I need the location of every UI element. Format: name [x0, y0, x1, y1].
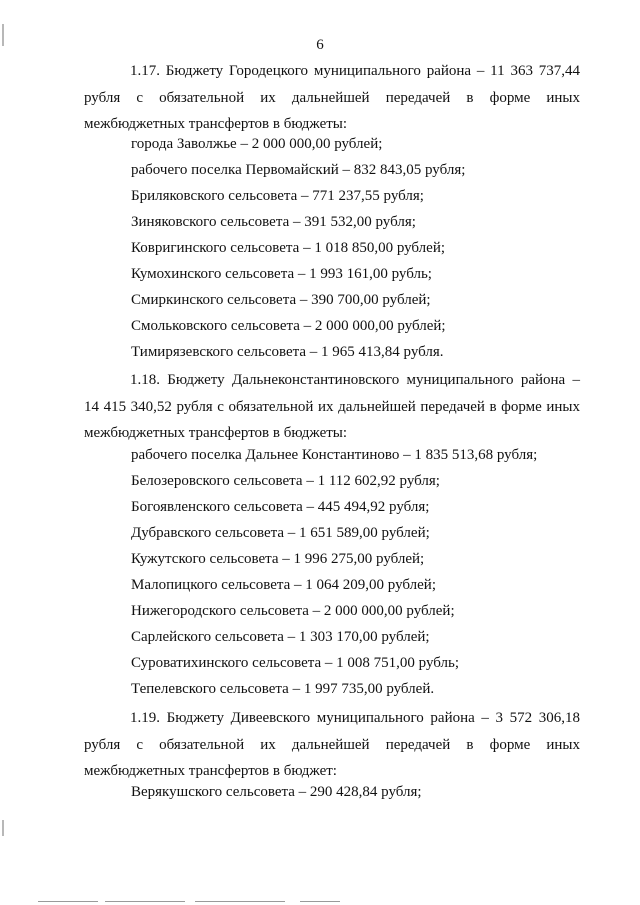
list-item: Белозеровского сельсовета – 1 112 602,92 рубля; [131, 473, 440, 489]
scan-dash [300, 901, 340, 902]
list-item: Верякушского сельсовета – 290 428,84 рубля; [131, 784, 422, 800]
list-item: Зиняковского сельсовета – 391 532,00 рубля; [131, 214, 416, 230]
list-item: Дубравского сельсовета – 1 651 589,00 рублей; [131, 525, 430, 541]
list-item: рабочего поселка Дальнее Константиново – 1 835 513,68 рубля; [131, 447, 538, 463]
list-item: Суроватихинского сельсовета – 1 008 751,00 рубль; [131, 655, 460, 671]
section-1-17-heading [84, 58, 580, 138]
list-item: Нижегородского сельсовета – 2 000 000,00 рублей; [131, 603, 455, 619]
list-item: Кумохинского сельсовета – 1 993 161,00 рубль; [131, 266, 432, 282]
scan-dash [195, 901, 285, 902]
list-item: Тепелевского сельсовета – 1 997 735,00 рублей. [131, 681, 435, 697]
scan-edge-mark [2, 24, 4, 46]
list-item: Малопицкого сельсовета – 1 064 209,00 рублей; [131, 577, 436, 593]
list-item: Ковригинского сельсовета – 1 018 850,00 рублей; [131, 240, 446, 256]
list-item: Бриляковского сельсовета – 771 237,55 рубля; [131, 188, 424, 204]
paragraph: 1.18. Бюджету Дальнеконстантиновского муниципального района – 14 415 340,52 рубля с обязательной их дальнейшей передачей в форме иных межбюджетных трансфертов в бюджеты: [84, 372, 580, 441]
list-item: Богоявленского сельсовета – 445 494,92 рубля; [131, 499, 430, 515]
list-item: Тимирязевского сельсовета – 1 965 413,84 рубля. [131, 344, 444, 360]
list-item: города Заволжье – 2 000 000,00 рублей; [131, 136, 383, 152]
scan-edge-mark [2, 820, 4, 836]
section-1-19-heading [84, 705, 580, 785]
scan-dash [105, 901, 185, 902]
page-number: 6 [316, 37, 324, 53]
section-1-18-heading [84, 367, 580, 447]
list-item: Смольковского сельсовета – 2 000 000,00 рублей; [131, 318, 446, 334]
paragraph: 1.19. Бюджету Дивеевского муниципального района – 3 572 306,18 рубля с обязательной их дальнейшей передачей в форме иных межбюджетных трансфертов в бюджет: [84, 710, 580, 779]
list-item: Кужутского сельсовета – 1 996 275,00 рублей; [131, 551, 425, 567]
list-item: Сарлейского сельсовета – 1 303 170,00 рублей; [131, 629, 430, 645]
paragraph: 1.17. Бюджету Городецкого муниципального района – 11 363 737,44 рубля с обязательной их дальнейшей передачей в форме иных межбюджетных трансфертов в бюджеты: [84, 63, 580, 132]
list-item: Смиркинского сельсовета – 390 700,00 рублей; [131, 292, 431, 308]
list-item: рабочего поселка Первомайский – 832 843,05 рубля; [131, 162, 466, 178]
scan-dash [38, 901, 98, 902]
